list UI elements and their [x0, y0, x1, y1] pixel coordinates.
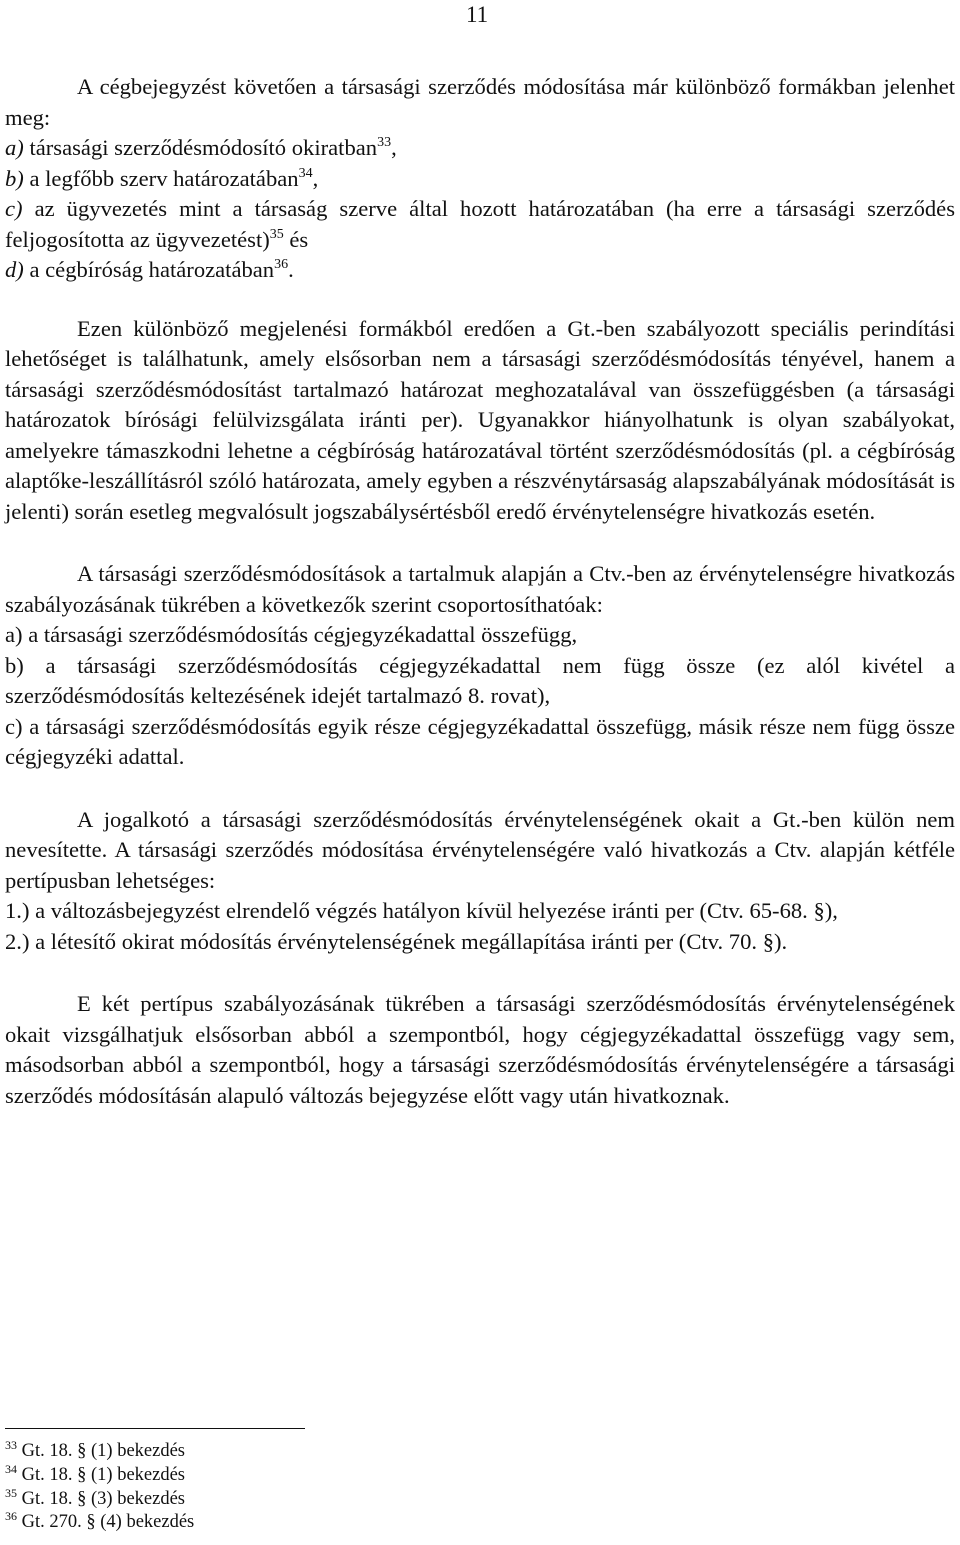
- footnote-number: 36: [5, 1509, 17, 1524]
- footnote-number: 34: [5, 1461, 17, 1476]
- paragraph-3: [5, 805, 955, 958]
- list-item-a: [5, 133, 955, 164]
- item-tail: és: [283, 226, 309, 252]
- footnote-text: Gt. 18. § (3) bekezdés: [21, 1488, 185, 1509]
- footnote-text: Gt. 18. § (1) bekezdés: [21, 1464, 185, 1485]
- item-tail: ,: [391, 135, 397, 160]
- paragraph-4: E két pertípus szabályozásának tükrében a társasági szerződésmódosítás érvénytelenségének okait vizsgálhatjuk elsősorban abból a szempontból, hogy cégjegyzékadattal összefügg vagy sem, másodsorban abból a szempontból, hogy a társasági szerződésmódosítás érvénytelenségére a társasági szerződés módosításán alapuló változás bejegyzése előtt vagy után hivatkoznak.: [5, 991, 955, 1108]
- footnote: [5, 1440, 194, 1464]
- list-item-d: [5, 255, 955, 286]
- footnote-number: 35: [5, 1485, 17, 1500]
- footnote-text: Gt. 18. § (1) bekezdés: [21, 1441, 185, 1461]
- intro-lead: A cégbejegyzést követően a társasági szerződés módosítása már különböző formákban jelenhet meg:: [5, 74, 955, 130]
- footnote: [5, 1485, 194, 1512]
- list-item-b: b) a társasági szerződésmódosítás cégjegyzékadattal nem függ össze (ez alól kivétel a szerződésmódosítás keltezésének idejét tartalmazó 8. rovat),: [5, 652, 955, 708]
- list-item-c: c) a társasági szerződésmódosítás egyik része cégjegyzékadattal összefügg, másik része nem függ össze cégjegyzéki adattal.: [5, 713, 955, 769]
- document-body: [5, 72, 955, 1143]
- item-text: társasági szerződésmódosító okiratban: [23, 135, 378, 160]
- paragraph-2-lead: A társasági szerződésmódosítások a tartalmuk alapján a Ctv.-ben az érvénytelenségre hivatkozás szabályozásának tükrében a következők szerint csoportosíthatóak:: [5, 561, 955, 617]
- footnotes: [5, 1440, 194, 1535]
- item-tail: ,: [312, 165, 319, 191]
- item-letter: d): [5, 257, 24, 282]
- item-letter: c): [5, 196, 23, 221]
- list-item-2: 2.) a létesítő okirat módosítás érvénytelenségének megállapítása iránti per (Ctv. 70. §).: [5, 928, 788, 954]
- list-item-b: [5, 164, 955, 195]
- list-item-c: [5, 194, 955, 255]
- paragraph-3-lead: A jogalkotó a társasági szerződésmódosítás érvénytelenségének okait a Gt.-ben külön nem nevesítette. A társasági szerződés módosítása érvénytelenségére való hivatkozás a Ctv. alapján kétféle pertípusban lehetséges:: [5, 806, 955, 893]
- list-item-a: a) a társasági szerződésmódosítás cégjegyzékadattal összefügg,: [5, 622, 578, 647]
- item-letter: b): [5, 165, 24, 191]
- item-text: a legfőbb szerv határozatában: [23, 165, 299, 191]
- footnote-number: 33: [5, 1438, 17, 1452]
- footnote-ref[interactable]: 34: [298, 165, 313, 181]
- footnote-divider: [5, 1428, 305, 1429]
- item-letter: a): [5, 135, 24, 160]
- item-tail: .: [288, 257, 294, 282]
- footnote-ref[interactable]: 35: [269, 226, 284, 242]
- list-item-1: 1.) a változásbejegyzést elrendelő végzés hatályon kívül helyezése iránti per (Ctv. 65-68. §),: [5, 898, 838, 923]
- footnote: [5, 1511, 194, 1535]
- page-number: 11: [466, 2, 489, 27]
- paragraph-1: Ezen különböző megjelenési formákból eredően a Gt.-ben szabályozott speciális perindítási lehetőséget is találhatunk, amely elsősorban nem a társasági szerződésmódosítás tényével, hanem a társasági szerződésmódosítást tartalmazó határozat meghozatalával van összefüggésben (a társasági határozatok bírósági felülvizsgálata iránti per). Ugyanakkor hiányolhatunk is olyan szabályokat, amelyekre támaszkodni lehetne a cégbíróság határozatával történt szerződésmódosítás (pl. a cégbíróság alaptőke-leszállításról szóló határozata, amely egyben a részvénytársaság alapszabályának módosítását is jelenti) során esetleg megvalósult jogszabálysértésből eredő érvénytelenségre hivatkozás esetén.: [5, 315, 955, 524]
- item-text: a cégbíróság határozatában: [23, 257, 275, 282]
- intro-paragraph: [5, 72, 955, 286]
- item-text: az ügyvezetés mint a társaság szerve által hozott határozatában (ha erre a társasági szerződés feljogosította az ügyvezetést): [5, 196, 955, 252]
- footnote-ref[interactable]: 36: [274, 257, 289, 272]
- footnote-ref[interactable]: 33: [377, 135, 392, 150]
- footnote-text: Gt. 270. § (4) bekezdés: [21, 1512, 195, 1533]
- footnote: [5, 1461, 194, 1488]
- paragraph-2: [5, 559, 955, 773]
